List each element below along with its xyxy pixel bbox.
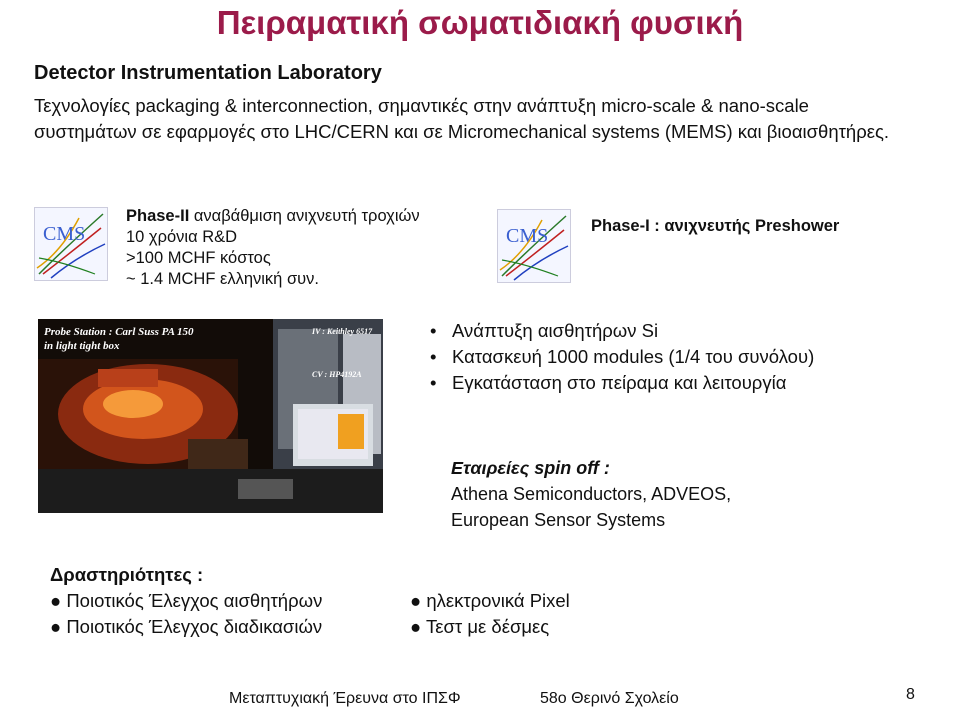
- phase2-line: ~ 1.4 MCHF ελληνική συν.: [126, 270, 319, 288]
- activity-item: ● ηλεκτρονικά Pixel: [410, 590, 570, 611]
- photo-caption: CV : HP4192A: [312, 370, 362, 379]
- cms-logo-text: CMS: [43, 223, 86, 245]
- phase2-line: 10 χρόνια R&D: [126, 228, 238, 246]
- list-item: • Ανάπτυξη αισθητήρων Si: [430, 318, 814, 344]
- cms-logo: [497, 209, 571, 283]
- spinoff-block: [451, 455, 731, 533]
- activity-item: ● Ποιοτικός Έλεγχος αισθητήρων: [50, 590, 323, 611]
- spinoff-heading: Εταιρείες spin off :: [451, 458, 610, 478]
- list-item: • Κατασκευή 1000 modules (1/4 του συνόλου): [430, 344, 814, 370]
- slide-title: Πειραματική σωματιδιακή φυσική: [216, 4, 744, 41]
- section-heading: Detector Instrumentation Laboratory: [34, 62, 382, 84]
- phase2-block: [126, 206, 420, 290]
- list-item: • Εγκατάσταση στο πείραμα και λειτουργία: [430, 370, 814, 396]
- page-number: 8: [906, 686, 915, 703]
- activity-item: ● Τεστ με δέσμες: [410, 616, 550, 637]
- activities-heading: Δραστηριότητες :: [50, 564, 204, 585]
- lab-photo: [38, 319, 383, 513]
- footer-text: 58ο Θερινό Σχολείο: [540, 690, 679, 707]
- phase2-line: >100 MCHF κόστος: [126, 249, 271, 267]
- photo-caption: IV : Keithley 6517: [312, 327, 373, 336]
- intro-paragraph: Τεχνολογίες packaging & interconnection, σημαντικές στην ανάπτυξη micro-scale & nano-scale συστημάτων σε εφαρμογές στο LHC/CERN και σε Micromechanical systems (MEMS) και βιοαισθητήρες.: [34, 95, 890, 142]
- bullet-list: [430, 318, 814, 396]
- footer-text: Μεταπτυχιακή Έρευνα στο ΙΠΣΦ: [229, 690, 461, 707]
- spinoff-line: Athena Semiconductors, ADVEOS,: [451, 484, 732, 504]
- phase1-text: Phase-I : ανιχνευτής Preshower: [591, 217, 840, 235]
- cms-logo: [34, 207, 108, 281]
- phase2-head-rest: αναβάθμιση ανιχνευτή τροχιών: [189, 207, 420, 225]
- photo-caption: in light tight box: [44, 340, 120, 352]
- activities-block: [50, 562, 570, 640]
- activity-item: ● Ποιοτικός Έλεγχος διαδικασιών: [50, 616, 323, 637]
- phase2-head: Phase-II: [126, 207, 190, 225]
- spinoff-line: European Sensor Systems: [451, 510, 666, 530]
- photo-caption: Probe Station : Carl Suss PA 150: [44, 326, 194, 338]
- cms-logo-text: CMS: [506, 225, 549, 247]
